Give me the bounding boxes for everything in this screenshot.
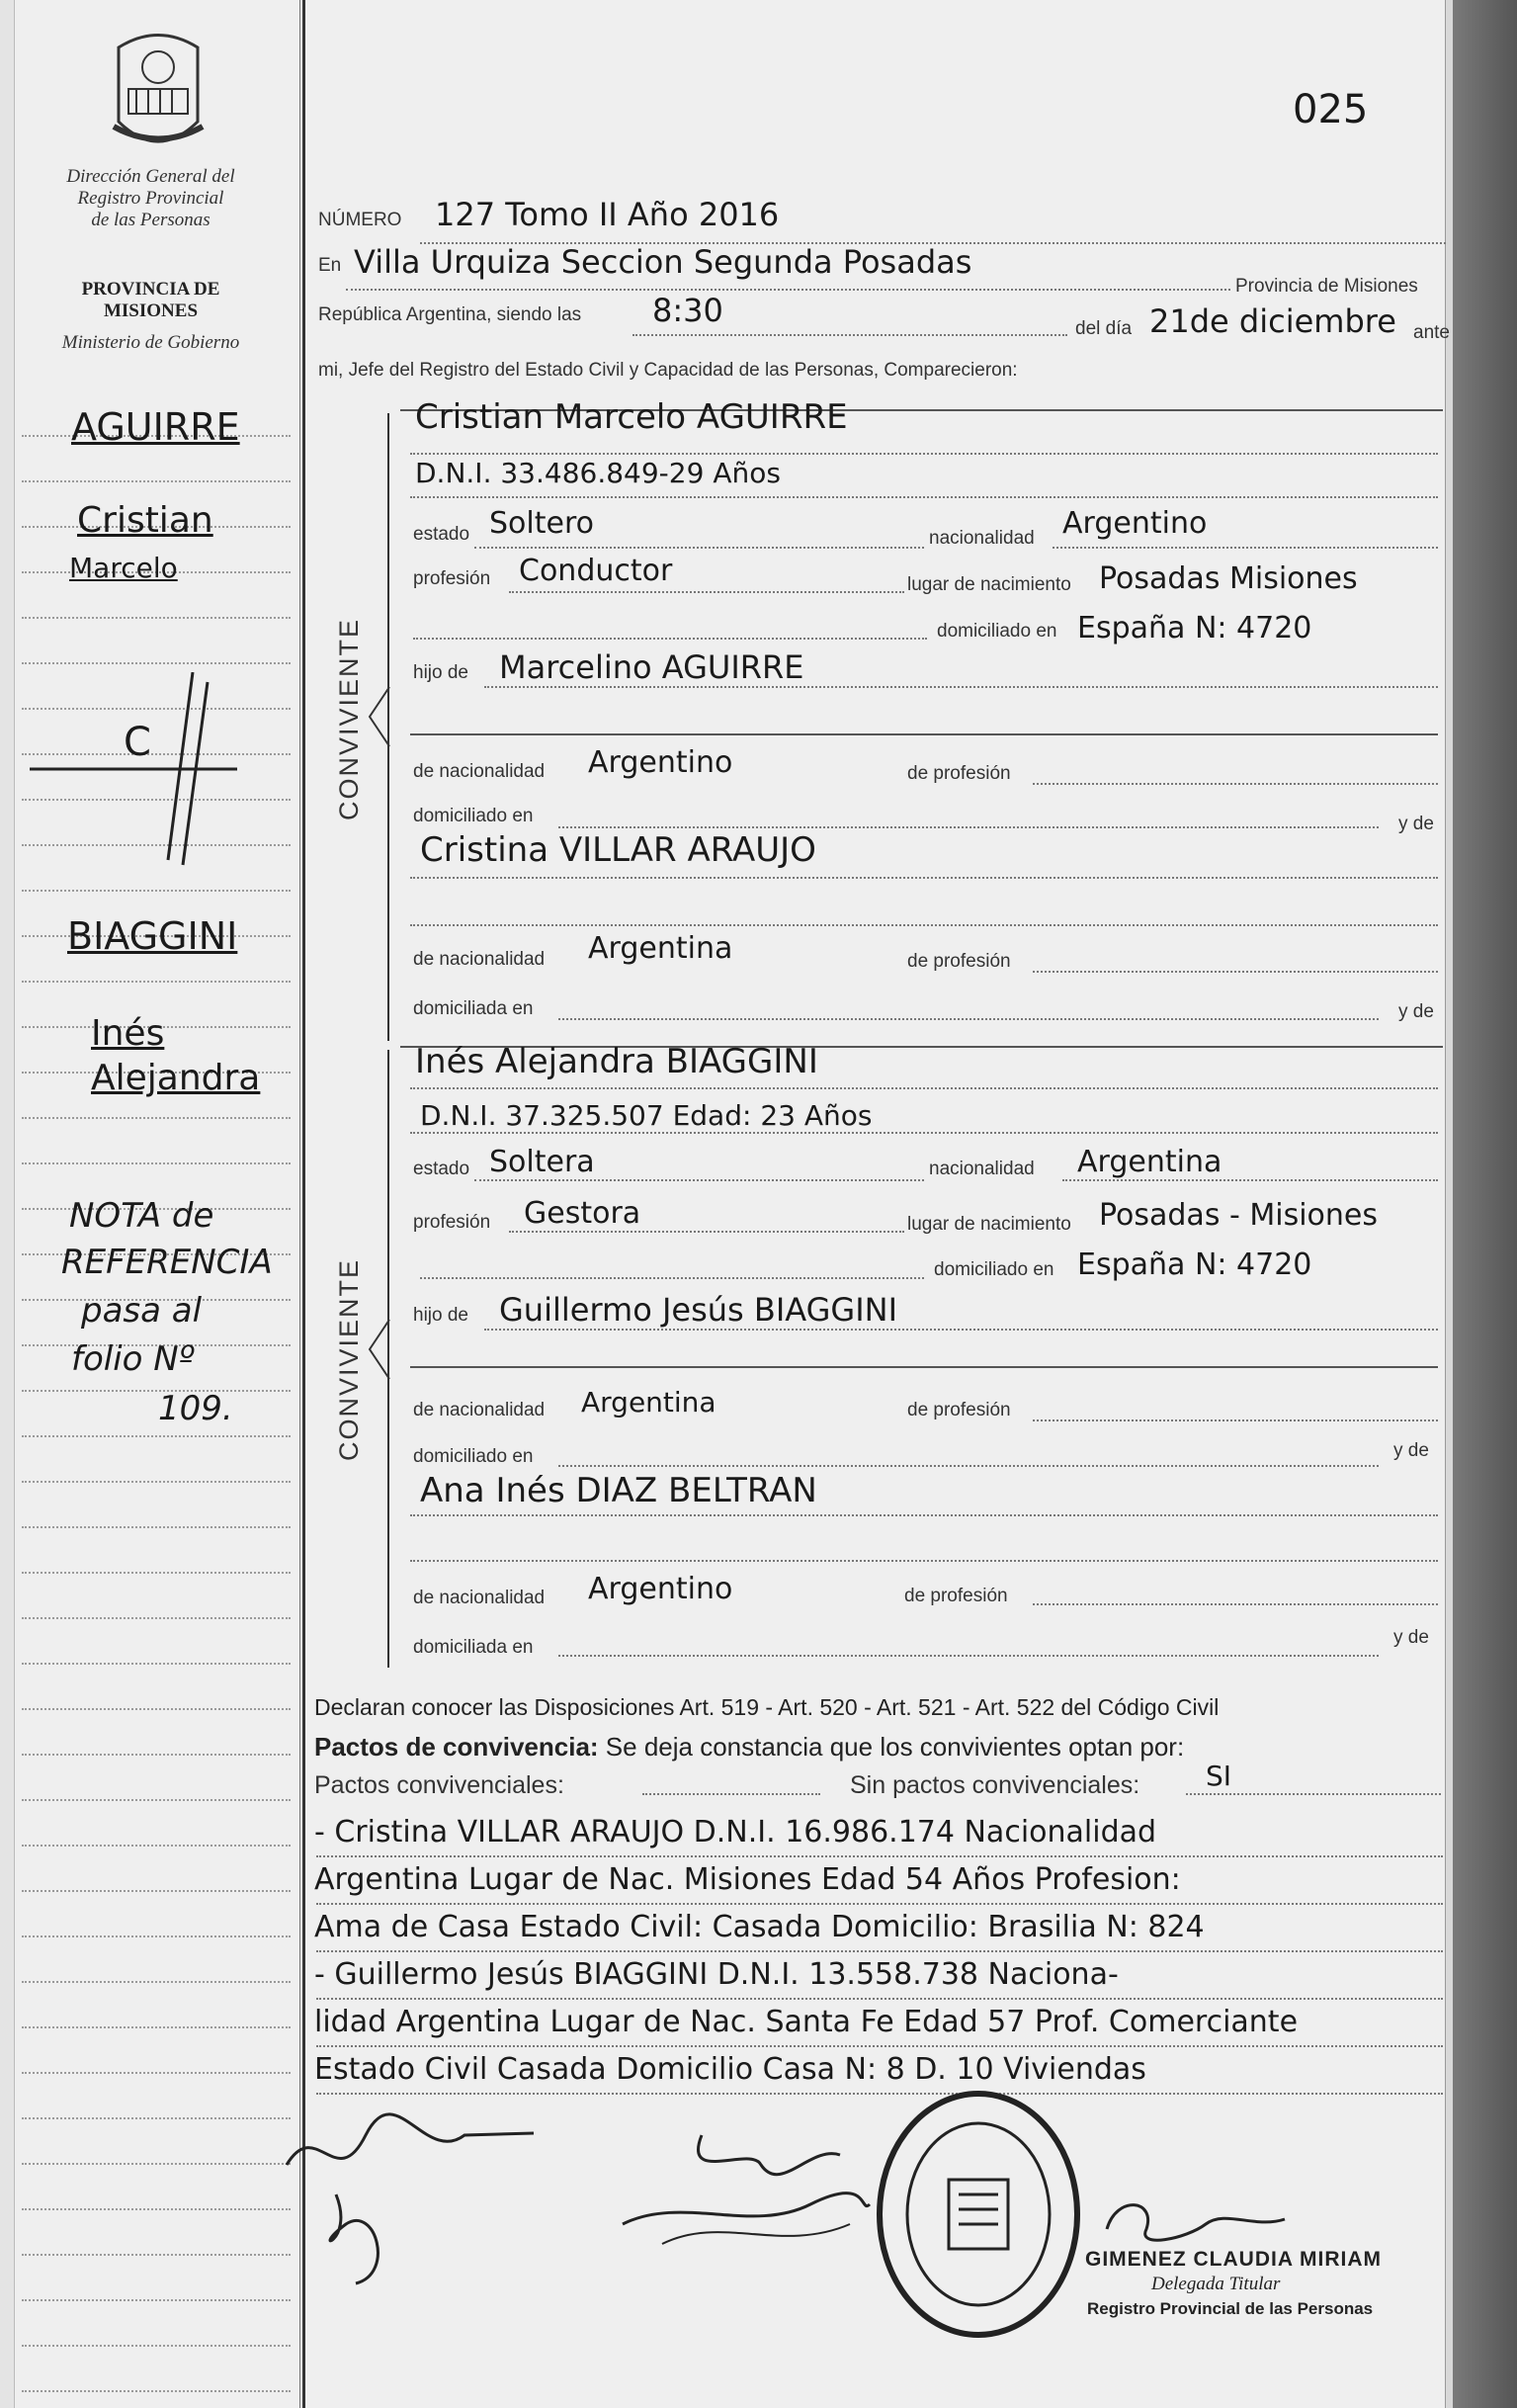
margin-rule-line <box>22 2254 291 2256</box>
dia-value: 21de diciembre <box>1149 302 1396 340</box>
c1-domicilio: España N: 4720 <box>1077 611 1312 645</box>
margin-rule-line <box>22 1708 291 1710</box>
c1-padre-nacionalidad: Argentino <box>588 745 733 780</box>
c1-madre: Cristina VILLAR ARAUJO <box>420 830 816 870</box>
c2-madre-nacionalidad: Argentino <box>588 1572 733 1606</box>
folio-number: 025 <box>1293 87 1369 132</box>
c2-nombre: Inés Alejandra BIAGGINI <box>415 1042 818 1081</box>
c1-estado: Soltero <box>489 506 594 541</box>
signature-2 <box>603 2106 880 2274</box>
margin-rule-line <box>22 2163 291 2165</box>
margin-rule-line <box>22 1617 291 1619</box>
margin-rule-line <box>22 1935 291 1937</box>
margin-divider-thin <box>299 0 300 2408</box>
margin-rule-line <box>22 1845 291 1847</box>
del-dia-label: del día <box>1075 318 1133 339</box>
margin-nombre-2b: Alejandra <box>91 1058 261 1098</box>
page-left-edge <box>0 0 15 2408</box>
margin-rule-line <box>22 480 291 482</box>
c1-nombre: Cristian Marcelo AGUIRRE <box>415 397 848 437</box>
margin-rule-line <box>22 2299 291 2301</box>
margin-rule-line <box>22 2345 291 2347</box>
c2-lugar-nacimiento: Posadas - Misiones <box>1099 1198 1378 1233</box>
hora-value: 8:30 <box>652 292 723 329</box>
republica-label: República Argentina, siendo las <box>318 304 582 325</box>
c2-madre: Ana Inés DIAZ BELTRAN <box>420 1471 817 1510</box>
official-name: GIMENEZ CLAUDIA MIRIAM <box>1085 2248 1383 2271</box>
place-value: Villa Urquiza Seccion Segunda Posadas <box>354 243 972 281</box>
margin-rule-line <box>22 1117 291 1119</box>
c1-dni: D.N.I. 33.486.849-29 Años <box>415 457 781 489</box>
signature-1 <box>277 2106 553 2303</box>
sin-pactos-label: Sin pactos convivenciales: <box>850 1771 1140 1799</box>
pactos-line: Pactos de convivencia: Se deja constancia que los convivientes optan por: <box>314 1732 1185 1762</box>
c2-profesion: Gestora <box>524 1196 641 1231</box>
c1-lugar-nacimiento: Posadas Misiones <box>1099 561 1358 596</box>
margin-nota-2: REFERENCIA <box>61 1243 273 1282</box>
c2-estado: Soltera <box>489 1145 595 1179</box>
margin-nota-3: pasa al <box>81 1291 203 1331</box>
provincia-label: Provincia de Misiones <box>1235 276 1418 297</box>
margin-rule-line <box>22 1799 291 1801</box>
sin-pactos-value: SI <box>1206 1760 1232 1792</box>
margin-nombre-2a: Inés <box>91 1013 165 1054</box>
margin-rule-line <box>22 1390 291 1392</box>
margin-rule-line <box>22 1481 291 1483</box>
declaran-text: Declaran conocer las Disposiciones Art. 519 - Art. 520 - Art. 521 - Art. 522 del Código Civil <box>314 1694 1220 1720</box>
margin-rule-line <box>22 2117 291 2119</box>
numero-label: NÚMERO <box>318 210 402 230</box>
additional-notes: - Cristina VILLAR ARAUJO D.N.I. 16.986.174 Nacionalidad Argentina Lugar de Nac. Misiones Edad 54 Años Profesion: Ama de Casa Estado Civil: Casada Domicilio: Brasilia N: 824 - Guillermo Jesús BIAGGINI D.N.I. 13.558.738 Naciona- lidad Argentina Lugar de Nac. Santa Fe Edad 57 Prof. Comerciante Estado Civil Casada Domicilio Casa N: 8 D. 10 Viviendas <box>314 1815 1299 2087</box>
margin-nombre-1b: Marcelo <box>69 552 178 584</box>
margin-rule-line <box>22 1572 291 1574</box>
margin-divider <box>302 0 305 2408</box>
province-name: PROVINCIA DE MISIONES <box>81 279 220 321</box>
margin-rule-line <box>22 1663 291 1665</box>
office-stamp-icon <box>870 2086 1087 2343</box>
margin-rule-line <box>22 1981 291 1983</box>
margin-rule-line <box>22 1754 291 1756</box>
c2-padre-nacionalidad: Argentina <box>581 1386 716 1419</box>
ministry-name: Ministerio de Gobierno <box>61 332 240 353</box>
conviviente-2-label: CONVIVIENTE <box>334 1257 364 1461</box>
margin-rule-line <box>22 1435 291 1437</box>
margin-nota-4: folio Nº <box>71 1339 195 1379</box>
pactos-convivenciales-label: Pactos convivenciales: <box>314 1771 564 1799</box>
margin-nombre-1a: Cristian <box>77 500 213 541</box>
department-name: Dirección General del Registro Provincial de las Personas <box>66 166 235 230</box>
numero-value: 127 Tomo II Año 2016 <box>435 196 780 233</box>
margin-rule-line <box>22 1890 291 1892</box>
c1-nacionalidad: Argentino <box>1062 506 1208 541</box>
scanner-background <box>1453 0 1517 2408</box>
margin-rule-line <box>22 662 291 664</box>
margin-apellido-1: AGUIRRE <box>71 405 240 449</box>
official-office: Registro Provincial de las Personas <box>1087 2299 1374 2318</box>
jefe-text: mi, Jefe del Registro del Estado Civil y Capacidad de las Personas, Comparecieron: <box>318 360 1018 381</box>
margin-rule-line <box>22 2026 291 2028</box>
ante-label: ante <box>1413 322 1450 343</box>
c2-padre: Guillermo Jesús BIAGGINI <box>499 1291 897 1329</box>
margin-rule-line <box>22 2208 291 2210</box>
c2-domicilio: España N: 4720 <box>1077 1247 1312 1282</box>
margin-nota-1: NOTA de <box>69 1196 214 1236</box>
margin-rule-line <box>22 1162 291 1164</box>
c1-padre: Marcelino AGUIRRE <box>499 648 804 686</box>
c2-nacionalidad: Argentina <box>1077 1145 1222 1179</box>
en-label: En <box>318 255 342 276</box>
c1-profesion: Conductor <box>519 554 673 588</box>
province-crest-icon <box>99 28 217 161</box>
margin-apellido-2: BIAGGINI <box>67 914 238 958</box>
conviviente-1-label: CONVIVIENTE <box>334 617 364 820</box>
margin-rule-line <box>22 1526 291 1528</box>
margin-rule-line <box>22 890 291 892</box>
c2-dni: D.N.I. 37.325.507 Edad: 23 Años <box>420 1099 873 1132</box>
margin-nota-5: 109. <box>158 1389 233 1428</box>
official-title: Delegada Titular <box>1151 2274 1281 2294</box>
margin-rule-line <box>22 981 291 983</box>
margin-rule-line <box>22 617 291 619</box>
margin-rule-line <box>22 2072 291 2074</box>
c1-madre-nacionalidad: Argentina <box>588 931 733 966</box>
margin-mark: C <box>124 720 151 765</box>
margin-rule-line <box>22 2390 291 2392</box>
margin-cancel-mark <box>20 672 257 870</box>
